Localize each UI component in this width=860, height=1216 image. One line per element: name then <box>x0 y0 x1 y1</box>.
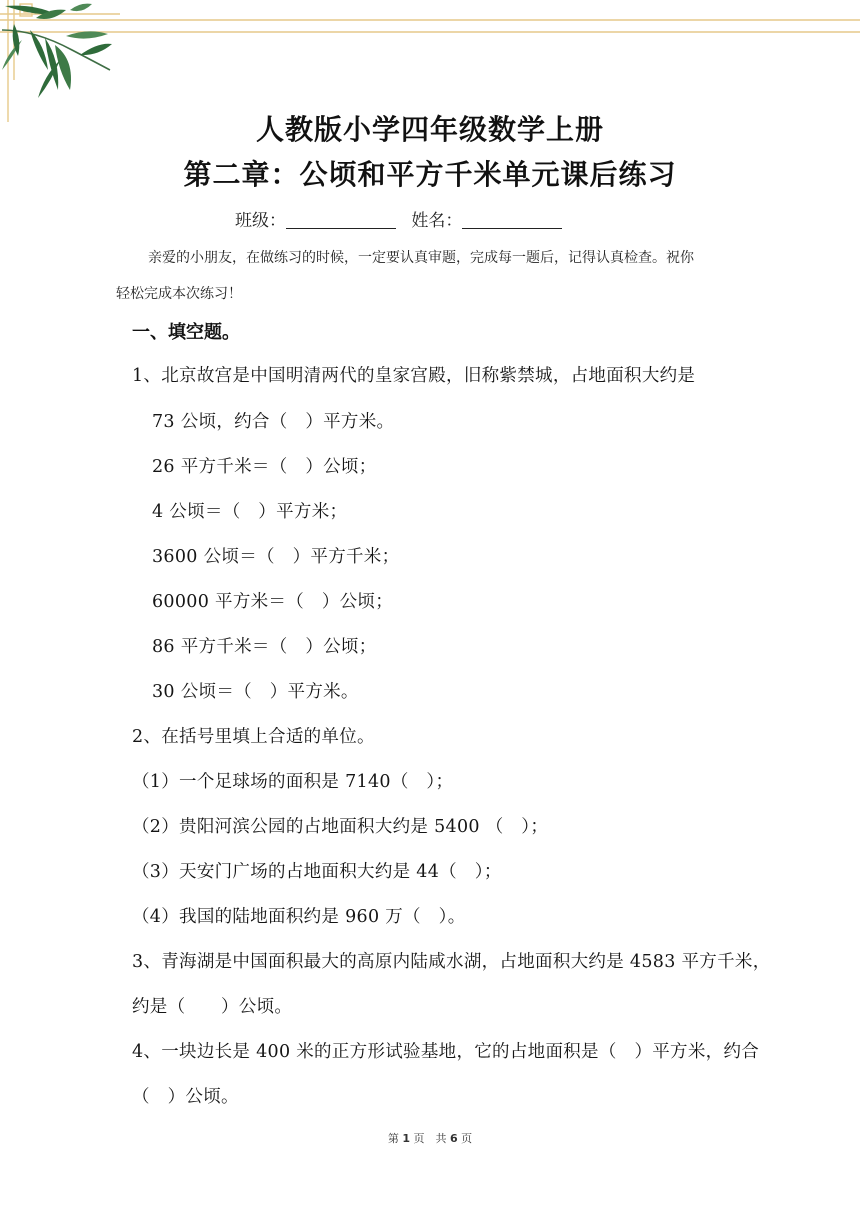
question-1-line-2: 73 公顷，约合（ ）平方米。 <box>152 412 395 432</box>
question-1-line-6: 60000 平方米＝（ ）公顷； <box>152 592 394 612</box>
section-heading-fill-blanks: 一、填空题。 <box>132 322 240 343</box>
question-2-line-2: （1）一个足球场的面积是 7140（ ）； <box>132 772 454 792</box>
intro-text-line-1: 亲爱的小朋友，在做练习的时候，一定要认真审题，完成每一题后，记得认真检查。祝你 <box>148 250 694 266</box>
question-1-line-8: 30 公顷＝（ ）平方米。 <box>152 682 359 702</box>
student-info-row <box>235 206 562 231</box>
class-label: 班级： <box>235 211 286 231</box>
question-3-line-1: 3、青海湖是中国面积最大的高原内陆咸水湖，占地面积大约是 4583 平方千米， <box>132 952 771 972</box>
document-subtitle: 第二章：公顷和平方千米单元课后练习 <box>183 158 677 191</box>
intro-text-line-2: 轻松完成本次练习！ <box>116 286 242 302</box>
question-1-line-4: 4 公顷＝（ ）平方米； <box>152 502 348 522</box>
question-2-line-5: （4）我国的陆地面积约是 960 万（ ）。 <box>132 907 466 927</box>
name-blank-field[interactable] <box>462 210 562 229</box>
question-2-line-1: 2、在括号里填上合适的单位。 <box>132 727 375 747</box>
bamboo-branch <box>2 4 112 98</box>
question-1-line-3: 26 平方千米＝（ ）公顷； <box>152 457 377 477</box>
document-title: 人教版小学四年级数学上册 <box>255 113 604 146</box>
footer-page-number: 1 <box>402 1132 410 1145</box>
footer-prefix: 第 <box>387 1132 399 1145</box>
footer-suffix: 页 <box>461 1132 473 1145</box>
question-4-line-1: 4、一块边长是 400 米的正方形试验基地，它的占地面积是（ ）平方米，约合 <box>132 1042 760 1062</box>
footer-middle: 页 共 <box>413 1132 447 1145</box>
footer-total-pages: 6 <box>450 1132 458 1145</box>
question-3-line-2: 约是（ ）公顷。 <box>132 997 293 1017</box>
question-1-line-5: 3600 公顷＝（ ）平方千米； <box>152 547 400 567</box>
question-1-line-1: 1、北京故宫是中国明清两代的皇家宫殿，旧称紫禁城，占地面积大约是 <box>132 366 696 386</box>
name-label: 姓名： <box>411 211 463 231</box>
class-blank-field[interactable] <box>286 210 396 229</box>
page-footer <box>0 1130 860 1146</box>
question-4-line-2: （ ）公顷。 <box>132 1087 239 1107</box>
question-2-line-3: （2）贵阳河滨公园的占地面积大约是 5400 （ ）； <box>132 817 549 837</box>
frame-lines <box>0 0 860 122</box>
question-2-line-4: （3）天安门广场的占地面积大约是 44（ ）； <box>132 862 502 882</box>
question-1-line-7: 86 平方千米＝（ ）公顷； <box>152 637 377 657</box>
